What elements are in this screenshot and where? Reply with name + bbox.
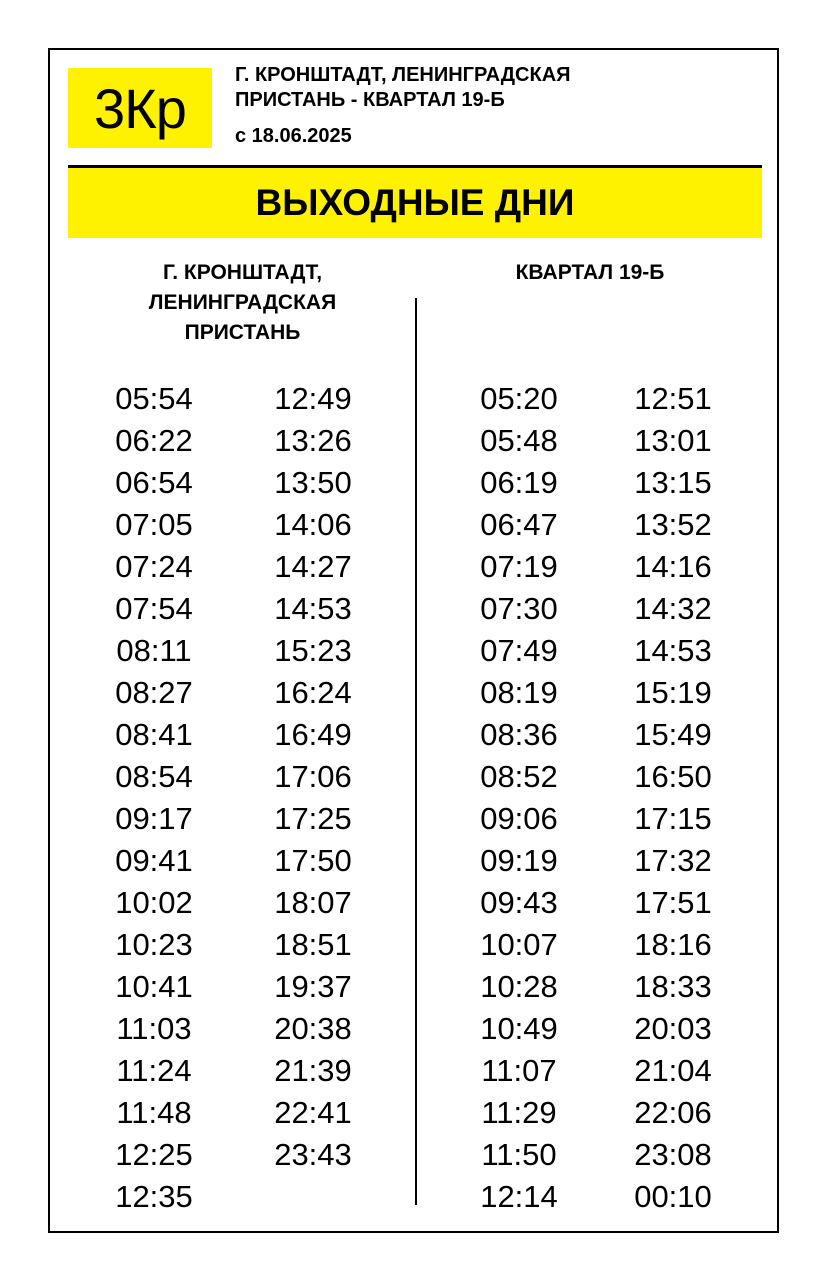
departure-time: 10:07 [480, 927, 558, 962]
departure-time: 13:50 [274, 465, 352, 500]
departure-time: 15:23 [274, 633, 352, 668]
departure-time: 14:53 [634, 633, 712, 668]
departure-time: 10:49 [480, 1011, 558, 1046]
departure-time: 07:19 [480, 549, 558, 584]
departure-time: 14:27 [274, 549, 352, 584]
departures-column [243, 378, 383, 1176]
departures-column [449, 378, 589, 1218]
departure-time: 00:10 [634, 1179, 712, 1214]
departure-time: 09:43 [480, 885, 558, 920]
departure-time: 06:47 [480, 507, 558, 542]
departure-time: 22:41 [274, 1095, 352, 1130]
departure-time: 05:20 [480, 381, 558, 416]
departure-time: 11:48 [116, 1095, 192, 1130]
departure-time: 07:49 [480, 633, 558, 668]
route-number-badge [68, 68, 212, 148]
departure-time: 05:54 [115, 381, 193, 416]
departure-time: 23:08 [634, 1137, 712, 1172]
departure-time: 20:38 [274, 1011, 352, 1046]
departure-time: 06:22 [115, 423, 193, 458]
departure-time: 16:50 [634, 759, 712, 794]
departure-time: 07:30 [480, 591, 558, 626]
departure-time: 11:50 [481, 1137, 557, 1172]
departure-time: 12:14 [480, 1179, 558, 1214]
departure-time: 18:16 [634, 927, 712, 962]
departure-time: 09:17 [115, 801, 193, 836]
route-number: 3Кр [94, 76, 186, 140]
departure-time: 15:49 [634, 717, 712, 752]
direction-header-line: ЛЕНИНГРАДСКАЯ [148, 291, 337, 314]
departure-time: 06:19 [480, 465, 558, 500]
departure-time: 11:29 [481, 1095, 557, 1130]
departure-time: 17:32 [634, 843, 712, 878]
departure-time: 08:27 [115, 675, 193, 710]
departure-time: 07:54 [115, 591, 193, 626]
departure-time: 07:05 [115, 507, 193, 542]
departure-time: 13:52 [634, 507, 712, 542]
departure-time: 13:26 [274, 423, 352, 458]
departure-time: 20:03 [634, 1011, 712, 1046]
departure-time: 07:24 [115, 549, 193, 584]
departure-time: 11:24 [116, 1053, 192, 1088]
departure-time: 22:06 [634, 1095, 712, 1130]
departure-time: 10:23 [115, 927, 193, 962]
departure-time: 14:06 [274, 507, 352, 542]
departure-time: 14:53 [274, 591, 352, 626]
departure-time: 08:36 [480, 717, 558, 752]
departure-time: 10:28 [480, 969, 558, 1004]
departure-time: 21:04 [634, 1053, 712, 1088]
departure-time: 21:39 [274, 1053, 352, 1088]
departure-time: 08:11 [116, 633, 192, 668]
route-name [235, 63, 755, 113]
departure-time: 12:51 [634, 381, 712, 416]
departure-time: 06:54 [115, 465, 193, 500]
departure-time: 11:03 [116, 1011, 192, 1046]
direction-header-kvartal [440, 258, 740, 288]
departure-time: 12:25 [115, 1137, 193, 1172]
direction-header-line: ПРИСТАНЬ [184, 321, 301, 344]
departure-time: 16:49 [274, 717, 352, 752]
departure-time: 18:07 [274, 885, 352, 920]
departure-time: 15:19 [634, 675, 712, 710]
departure-time: 17:06 [274, 759, 352, 794]
day-type-label: ВЫХОДНЫЕ ДНИ [255, 182, 575, 223]
departure-time: 08:19 [480, 675, 558, 710]
departure-time: 23:43 [274, 1137, 352, 1172]
departure-time: 13:15 [634, 465, 712, 500]
departures-column [603, 378, 743, 1218]
departure-time: 08:52 [480, 759, 558, 794]
departure-time: 17:51 [634, 885, 712, 920]
departures-column [84, 378, 224, 1218]
departure-time: 09:06 [480, 801, 558, 836]
departure-time: 08:54 [115, 759, 193, 794]
departure-time: 13:01 [634, 423, 712, 458]
day-type-banner [68, 168, 762, 238]
direction-header-line: Г. КРОНШТАДТ, [162, 261, 323, 284]
departure-time: 17:50 [274, 843, 352, 878]
departure-time: 14:32 [634, 591, 712, 626]
departure-time: 14:16 [634, 549, 712, 584]
departure-time: 09:41 [115, 843, 193, 878]
departure-time: 12:35 [115, 1179, 193, 1214]
departure-time: 17:15 [634, 801, 712, 836]
departure-time: 16:24 [274, 675, 352, 710]
column-divider [415, 298, 417, 1205]
departure-time: 10:41 [115, 969, 193, 1004]
departure-time: 11:07 [481, 1053, 557, 1088]
valid-from-date: с 18.06.2025 [235, 125, 352, 147]
departure-time: 10:02 [115, 885, 193, 920]
departure-time: 09:19 [480, 843, 558, 878]
route-name-line-1: Г. КРОНШТАДТ, ЛЕНИНГРАДСКАЯ [235, 64, 571, 86]
departure-time: 18:51 [274, 927, 352, 962]
route-name-line-2: ПРИСТАНЬ - КВАРТАЛ 19-Б [235, 89, 505, 111]
departure-time: 12:49 [274, 381, 352, 416]
direction-header-kronshtadt [100, 258, 385, 348]
departure-time: 08:41 [115, 717, 193, 752]
direction-header-line: КВАРТАЛ 19-Б [515, 261, 665, 284]
departure-time: 17:25 [274, 801, 352, 836]
departure-time: 05:48 [480, 423, 558, 458]
departure-time: 18:33 [634, 969, 712, 1004]
departure-time: 19:37 [274, 969, 352, 1004]
